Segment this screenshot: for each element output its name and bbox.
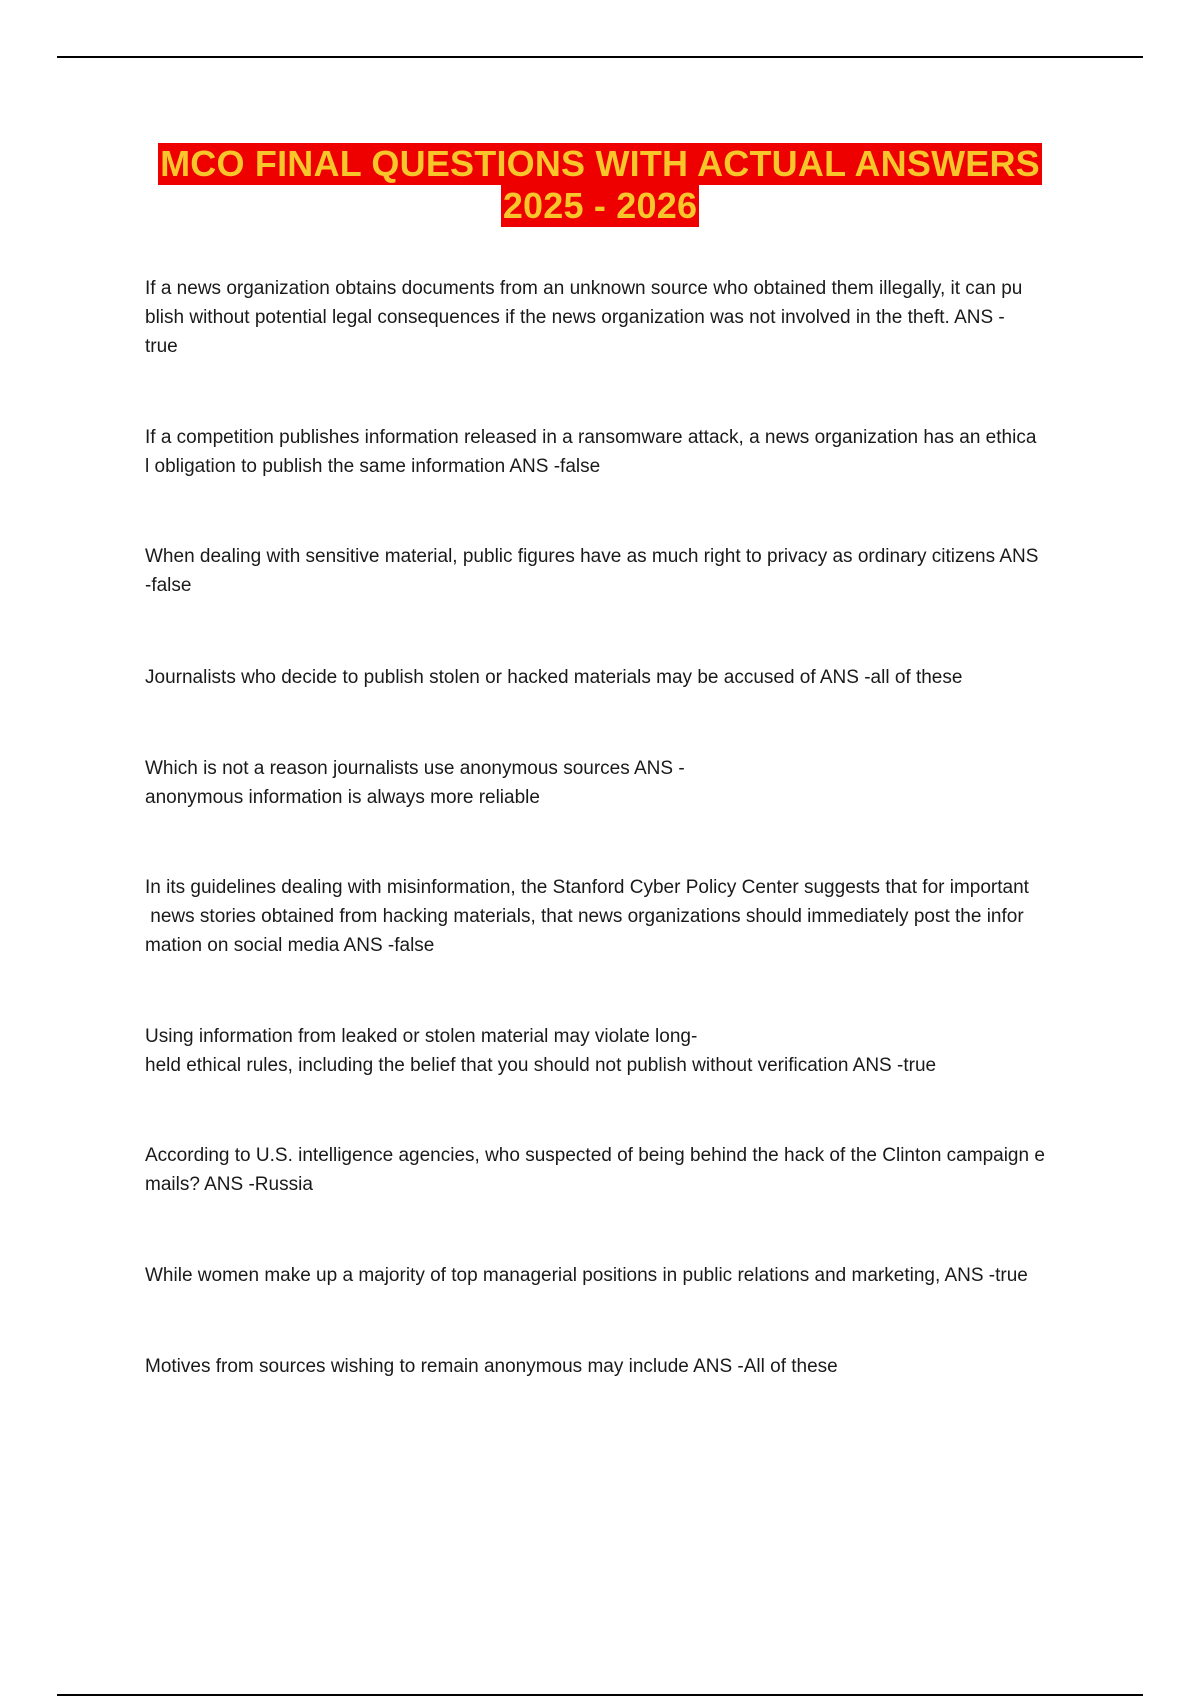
qa-item-8: According to U.S. intelligence agencies, who suspected of being behind the hack of the Clinton campaign e mails? ANS -Russia [145,1145,1045,1195]
qa-item-4: Journalists who decide to publish stolen or hacked materials may be accused of ANS -all of these [145,667,963,688]
qa-item-9: While women make up a majority of top managerial positions in public relations and marketing, ANS -true [145,1265,1028,1286]
document-title [0,143,1200,227]
qa-item-1: If a news organization obtains documents from an unknown source who obtained them illegally, it can pu blish without potential legal consequences if the news organization was not involved in the theft. ANS - true [145,278,1023,357]
top-rule [57,56,1143,58]
bottom-rule [57,1694,1143,1696]
title-line-1: MCO FINAL QUESTIONS WITH ACTUAL ANSWERS [160,143,1040,184]
qa-item-3: When dealing with sensitive material, public figures have as much right to privacy as ordinary citizens ANS -false [145,546,1039,596]
qa-item-7: Using information from leaked or stolen material may violate long- held ethical rules, including the belief that you should not publish without verification ANS -true [145,1026,937,1076]
title-line-2: 2025 - 2026 [502,185,698,226]
qa-item-10: Motives from sources wishing to remain anonymous may include ANS -All of these [145,1356,838,1377]
qa-item-2: If a competition publishes information released in a ransomware attack, a news organization has an ethica l obligation to publish the same information ANS -false [145,427,1037,477]
qa-item-5: Which is not a reason journalists use anonymous sources ANS - anonymous information is always more reliable [145,758,685,808]
qa-item-6: In its guidelines dealing with misinformation, the Stanford Cyber Policy Center suggests that for important news stories obtained from hacking materials, that news organizations should immediately post the infor mation on social media ANS -false [145,877,1029,956]
